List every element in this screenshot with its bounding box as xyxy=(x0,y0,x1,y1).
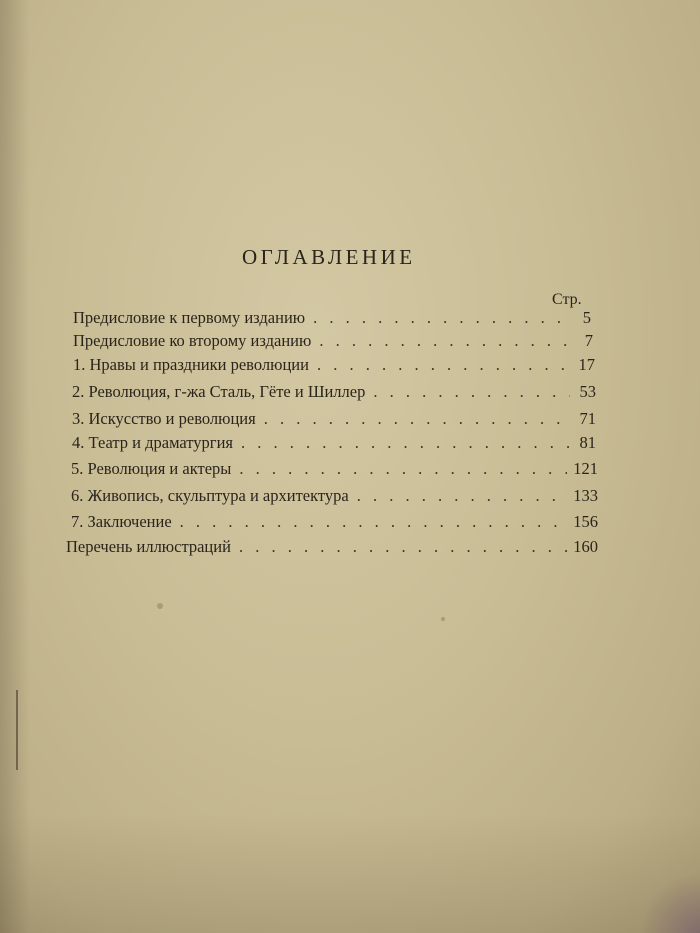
dot-leader xyxy=(357,486,568,506)
toc-entry xyxy=(73,308,591,330)
toc-entry-label: Предисловие ко второму изданию xyxy=(73,331,312,350)
toc-entry xyxy=(73,355,595,377)
dot-leader xyxy=(180,512,568,532)
dot-leader xyxy=(317,355,569,375)
toc-entry xyxy=(71,486,598,508)
toc-entry-label: 4. Театр и драматургия xyxy=(72,433,233,452)
dot-leader xyxy=(239,459,567,479)
toc-entry xyxy=(71,459,598,481)
toc-entry xyxy=(73,331,593,353)
toc-entry xyxy=(72,382,596,404)
dot-leader xyxy=(264,409,570,429)
toc-entry-page: 7 xyxy=(584,331,593,350)
toc-entry-label: Предисловие к первому изданию xyxy=(73,308,306,327)
toc-entry-page: 133 xyxy=(573,486,598,505)
toc-entry-label: 7. Заключение xyxy=(71,512,172,531)
toc-entry-label: 3. Искусство и революция xyxy=(72,409,256,428)
toc-entry-page: 121 xyxy=(573,459,598,478)
toc-entry-page: 160 xyxy=(573,537,598,556)
toc-entry-label: 6. Живопись, скульптура и архитектура xyxy=(71,486,349,505)
dot-leader xyxy=(239,537,567,557)
dot-leader xyxy=(373,382,570,402)
toc-entry-page: 71 xyxy=(579,409,596,428)
toc-entry-page: 81 xyxy=(579,433,596,452)
toc-entry-page: 53 xyxy=(579,382,596,401)
dot-leader xyxy=(319,331,567,351)
toc-entry xyxy=(71,512,598,534)
toc-entry-label: 1. Нравы и праздники революции xyxy=(73,355,309,374)
toc-entry-label: 2. Революция, г-жа Сталь, Гёте и Шиллер xyxy=(72,382,366,401)
toc-entry xyxy=(72,433,596,455)
toc-entry xyxy=(66,537,598,559)
page-column-header: Стр. xyxy=(552,291,582,308)
toc-entry-page: 5 xyxy=(582,308,591,327)
toc-entry xyxy=(72,409,596,431)
dot-leader xyxy=(241,433,570,453)
toc-entry-label: 5. Революция и актеры xyxy=(71,459,232,478)
toc-entry-page: 156 xyxy=(573,512,598,531)
dot-leader xyxy=(313,308,565,328)
toc-entry-label: Перечень иллюстраций xyxy=(66,537,231,556)
toc-entry-page: 17 xyxy=(578,355,595,374)
toc-title: ОГЛАВЛЕНИЕ xyxy=(242,245,416,269)
